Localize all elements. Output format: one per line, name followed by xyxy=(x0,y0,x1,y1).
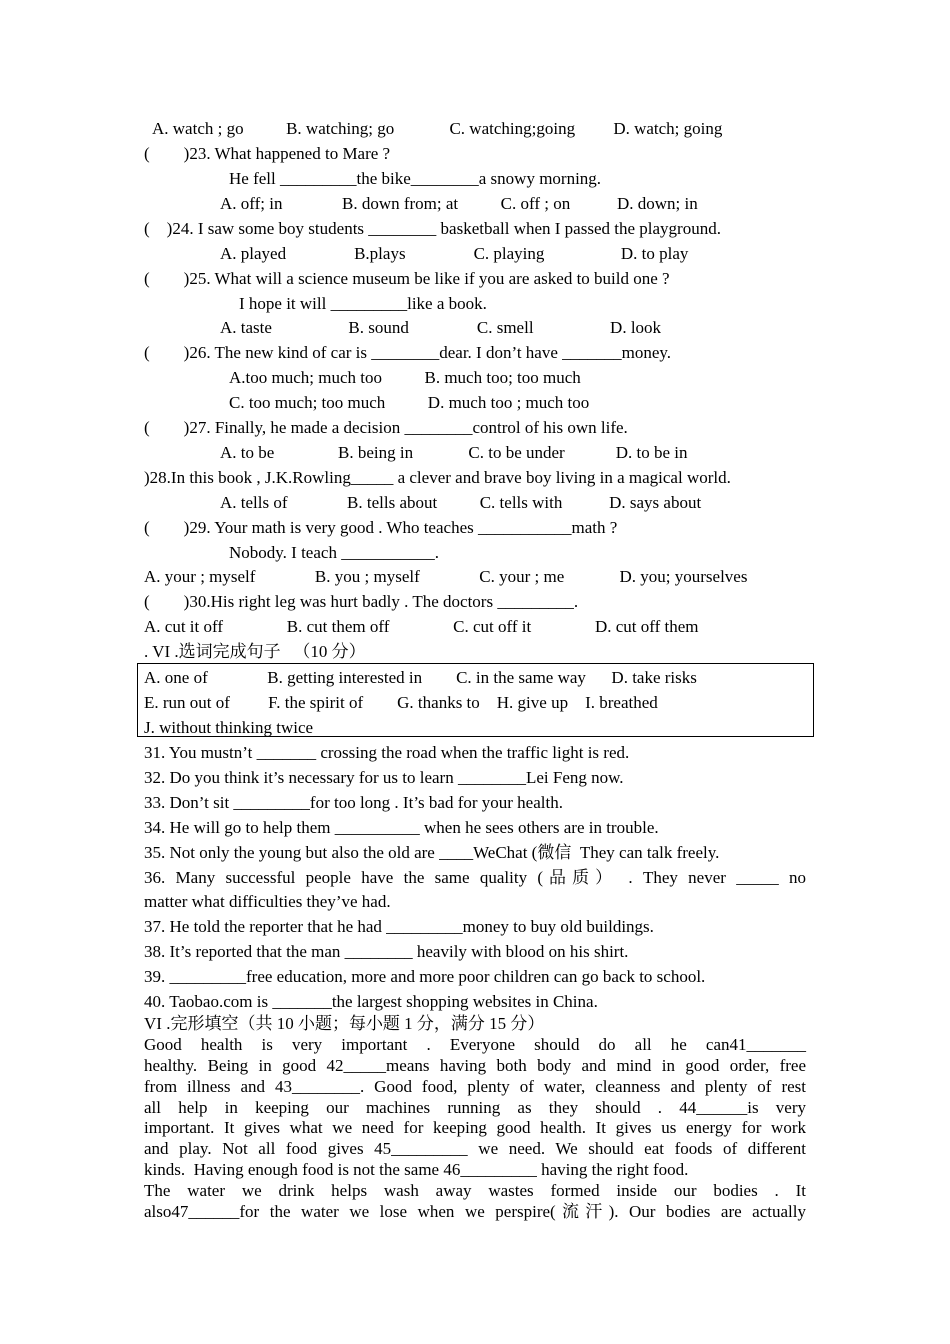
word-bank-row-2: E. run out of F. the spirit of G. thanks to H. give up I. breathed xyxy=(144,693,658,712)
cloze-line-5: important. It gives what we need for keeping good health. It gives us energy for work xyxy=(144,1118,806,1137)
q23-question: ( )23. What happened to Mare ? xyxy=(144,144,391,163)
q24-options: A. played B.plays C. playing D. to play xyxy=(220,244,689,263)
cloze-line-4: all help in keeping our machines running as they should . 44______is very xyxy=(144,1098,806,1117)
cloze-line-3: from illness and 43________. Good food, plenty of water, cleanness and plenty of rest xyxy=(144,1077,806,1096)
cloze-line-6: and play. Not all food gives 45_________ we need. We should eat foods of different xyxy=(144,1139,806,1158)
q37: 37. He told the reporter that he had _________money to buy old buildings. xyxy=(144,917,654,936)
q24-question: ( )24. I saw some boy students ________ basketball when I passed the playground. xyxy=(144,219,721,238)
q29-question: ( )29. Your math is very good . Who teaches ___________math ? xyxy=(144,518,618,537)
q30-options: A. cut it off B. cut them off C. cut off it D. cut off them xyxy=(144,617,699,636)
q29-options: A. your ; myself B. you ; myself C. your ; me D. you; yourselves xyxy=(144,567,748,586)
q23-sentence: He fell _________the bike________a snowy morning. xyxy=(229,169,602,188)
cloze-line-8: The water we drink helps wash away wastes formed inside our bodies . It xyxy=(144,1181,806,1200)
q22-options: A. watch ; go B. watching; go C. watching;going D. watch; going xyxy=(152,119,723,138)
q25-options: A. taste B. sound C. smell D. look xyxy=(220,318,662,337)
q26-options-cd: C. too much; too much D. much too ; much too xyxy=(229,393,590,412)
q25-question: ( )25. What will a science museum be like if you are asked to build one ? xyxy=(144,269,670,288)
q28-options: A. tells of B. tells about C. tells with D. says about xyxy=(220,493,702,512)
q31: 31. You mustn’t _______ crossing the road when the traffic light is red. xyxy=(144,743,630,762)
word-bank-row-3: J. without thinking twice xyxy=(144,718,314,737)
cloze-line-7: kinds. Having enough food is not the same 46_________ having the right food. xyxy=(144,1160,689,1179)
q32: 32. Do you think it’s necessary for us to learn ________Lei Feng now. xyxy=(144,768,624,787)
q30-question: ( )30.His right leg was hurt badly . The doctors _________. xyxy=(144,592,579,611)
q38: 38. It’s reported that the man ________ heavily with blood on his shirt. xyxy=(144,942,629,961)
cloze-heading: VI .完形填空（共 10 小题；每小题 1 分，满分 15 分） xyxy=(144,1014,545,1033)
q39: 39. _________free education, more and more poor children can go back to school. xyxy=(144,967,706,986)
cloze-line-2: healthy. Being in good 42_____means having both body and mind in good order, free xyxy=(144,1056,806,1075)
q34: 34. He will go to help them __________ when he sees others are in trouble. xyxy=(144,818,659,837)
section-vi-heading: . VI .选词完成句子 （10 分） xyxy=(144,642,366,661)
q29-sentence: Nobody. I teach ___________. xyxy=(229,543,439,562)
q25-sentence: I hope it will _________like a book. xyxy=(239,294,487,313)
q28-question: )28.In this book , J.K.Rowling_____ a clever and brave boy living in a magical world. xyxy=(144,468,731,487)
q27-question: ( )27. Finally, he made a decision ________control of his own life. xyxy=(144,418,628,437)
q36-line-1: 36. Many successful people have the same quality (品质） . They never _____ no xyxy=(144,868,806,887)
q26-options-ab: A.too much; much too B. much too; too much xyxy=(229,368,581,387)
q36-line-2: matter what difficulties they’ve had. xyxy=(144,892,391,911)
q27-options: A. to be B. being in C. to be under D. to be in xyxy=(220,443,688,462)
q40: 40. Taobao.com is _______the largest shopping websites in China. xyxy=(144,992,598,1011)
q23-options: A. off; in B. down from; at C. off ; on D. down; in xyxy=(220,194,698,213)
word-bank-row-1: A. one of B. getting interested in C. in the same way D. take risks xyxy=(144,668,697,687)
q26-question: ( )26. The new kind of car is ________dear. I don’t have _______money. xyxy=(144,343,672,362)
cloze-line-9: also47______for the water we lose when we perspire(流汗). Our bodies are actually xyxy=(144,1202,806,1221)
q33: 33. Don’t sit _________for too long . It’s bad for your health. xyxy=(144,793,563,812)
cloze-line-1: Good health is very important . Everyone should do all he can41_______ xyxy=(144,1035,806,1054)
q35: 35. Not only the young but also the old are ____WeChat (微信 They can talk freely. xyxy=(144,843,720,862)
